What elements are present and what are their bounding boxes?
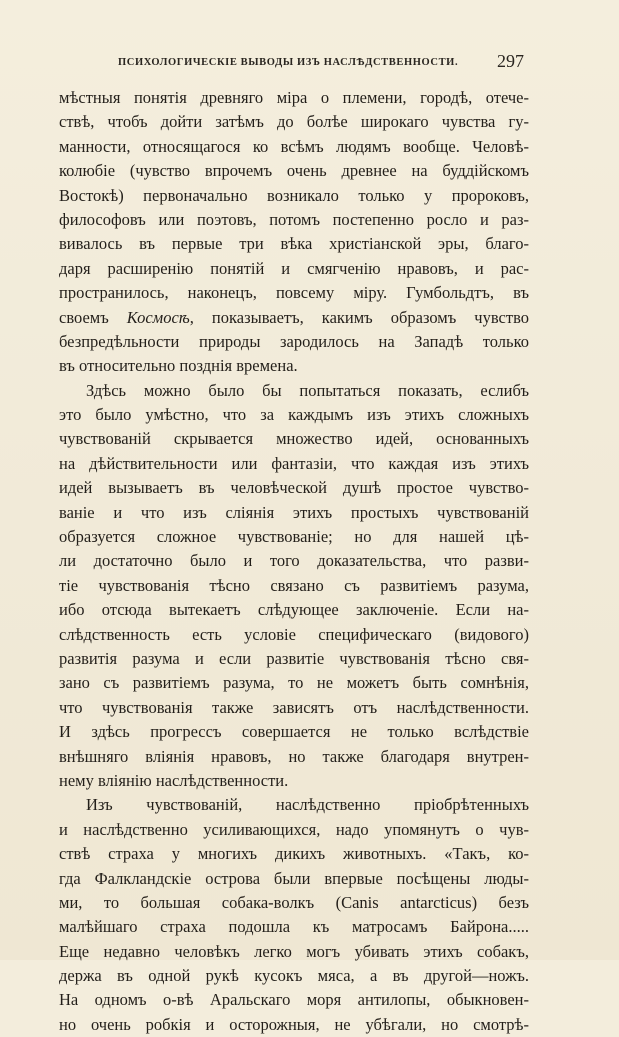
text-line: Здѣсь можно было бы попытаться показать, еслибъ (86, 380, 529, 400)
text-line: Изъ чувствованій, наслѣдственно пріобрѣтенныхъ (86, 795, 529, 815)
text-line: что чувствованія также зависятъ отъ наслѣдственности. (59, 697, 529, 717)
text-line: слѣдственность есть условіе специфическаго (видового) (59, 624, 529, 644)
text-line: гда Фалкландскіе острова были впервые посѣщены люды- (59, 868, 529, 888)
text-line: ибо отсюда вытекаетъ слѣдующее заключеніе. Если на- (59, 600, 529, 620)
text-line: образуется сложное чувствованіе; но для нашей цѣ- (59, 527, 529, 547)
text-line: философовъ или поэтовъ, потомъ постепенно росло и раз- (59, 209, 529, 229)
text-line: Еще недавно человѣкъ легко могъ убивать этихъ собакъ, (59, 941, 529, 961)
text-line: мѣстныя понятія древняго міра о племени, городѣ, отече- (59, 88, 529, 107)
text-line: вивалось въ первые три вѣка христіанской эры, благо- (59, 234, 529, 254)
italic-title: Космосѣ (126, 307, 190, 327)
text-line: но очень робкія и осторожныя, не убѣгали, но смотрѣ- (59, 1014, 529, 1034)
text-line: идей вызываетъ въ человѣческой душѣ простое чувство- (59, 478, 529, 498)
text-line: На одномъ о-вѣ Аральскаго моря антилопы, обыкновен- (59, 990, 529, 1010)
text-line: безпредѣльности природы зародилось на Западѣ только (59, 331, 529, 351)
text-line: ствѣ страха у многихъ дикихъ животныхъ. «Такъ, ко- (59, 844, 529, 864)
text-line: въ относительно позднія времена. (59, 356, 298, 376)
text-line: манности, относящагося ко всѣмъ людямъ вообще. Человѣ- (59, 136, 529, 156)
text-segment: , показываетъ, какимъ образомъ чувство (189, 307, 529, 327)
text-line: ми, то большая собака-волкъ (Canis antarcticus) безъ (59, 892, 529, 912)
text-line: И здѣсь прогрессъ совершается не только вслѣдствіе (59, 722, 529, 742)
text-line: колюбіе (чувство впрочемъ очень древнее на буддійскомъ (59, 161, 529, 181)
text-line: ваніе и что изъ слiянія этихъ простыхъ чувствованій (59, 502, 529, 522)
text-line: малѣйшаго страха подошла къ матросамъ Байрона..... (59, 917, 529, 937)
text-line: нему вліянію наслѣдственности. (59, 770, 289, 790)
page-number: 297 (497, 51, 524, 71)
text-segment: своемъ (59, 307, 127, 327)
text-line: пространилось, наконецъ, повсему міру. Гумбольдтъ, въ (59, 283, 529, 303)
text-line: тіе чувствованія тѣсно связано съ развитіемъ разума, (59, 575, 529, 595)
text-line: и наслѣдственно усиливающихся, надо упомянутъ о чув- (59, 819, 529, 839)
text-line: чувствованій скрывается множество идей, основанныхъ (59, 429, 529, 449)
text-line: ствѣ, чтобъ дойти затѣмъ до болѣе широкаго чувства гу- (59, 112, 529, 132)
text-line: Востокѣ) первоначально возникало только у пророковъ, (59, 185, 529, 205)
text-line: даря расширенію понятій и смягченію нравовъ, и рас- (59, 258, 529, 278)
text-line: на дѣйствительности или фантазіи, что каждая изъ этихъ (59, 453, 529, 473)
header-title: ПСИХОЛОГИЧЕСКІЕ ВЫВОДЫ ИЗЪ НАСЛѢДСТВЕННОСТИ. (118, 57, 459, 68)
text-line: зано съ развитіемъ разума, то не можетъ быть сомнѣнія, (59, 673, 529, 693)
body-text (59, 86, 529, 1037)
running-header (118, 51, 530, 73)
text-line: держа въ одной рукѣ кусокъ мяса, а въ другой—ножъ. (59, 966, 529, 986)
text-line: внѣшняго вліянія нравовъ, но также благодаря внутрен- (59, 746, 529, 766)
text-line: ли достаточно было и того доказательства, что разви- (59, 551, 529, 571)
text-line (59, 306, 529, 330)
text-line: развитія разума и если развитіе чувствованія тѣсно свя- (59, 648, 529, 668)
text-line: это было умѣстно, что за каждымъ изъ этихъ сложныхъ (59, 405, 529, 425)
